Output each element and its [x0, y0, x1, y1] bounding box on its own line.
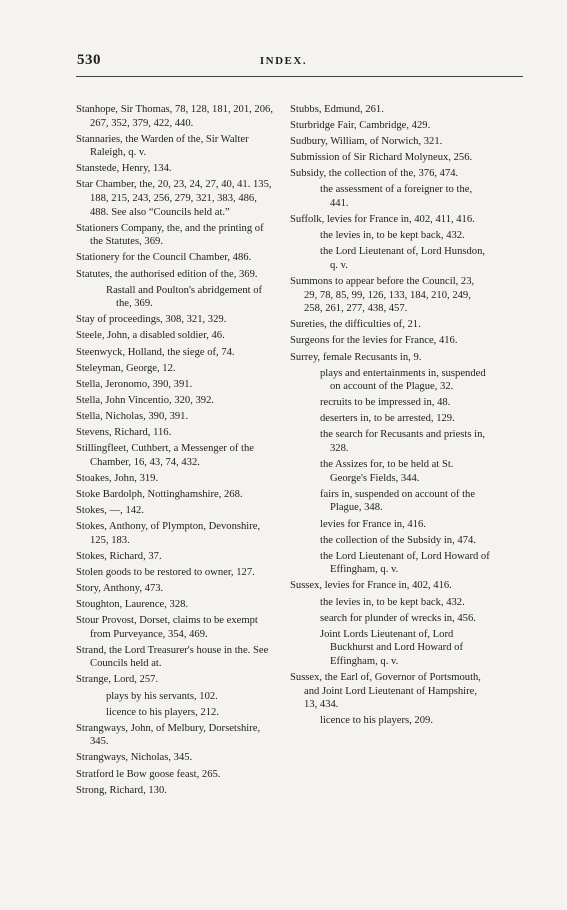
- index-entry: Suffolk, levies for France in, 402, 411, 416.: [290, 214, 475, 226]
- index-entry: Surrey, female Recusants in, 9.: [290, 351, 422, 363]
- index-subentry: the assessment of a foreigner to the, 441.: [320, 184, 473, 210]
- index-subentry: recruits to be impressed in, 48.: [320, 397, 451, 409]
- index-subentry: fairs in, suspended on account of the Plague, 348.: [320, 488, 476, 514]
- index-entry: Stokes, —, 142.: [76, 504, 144, 516]
- index-entry: Stoakes, John, 319.: [76, 472, 159, 484]
- index-entry: Sureties, the difficulties of, 21.: [290, 319, 421, 331]
- index-subentry: the collection of the Subsidy in, 474.: [320, 534, 476, 546]
- index-entry: Stella, Jeronomo, 390, 391.: [76, 378, 193, 390]
- index-entry: Stratford le Bow goose feast, 265.: [76, 768, 221, 780]
- index-entry: Sudbury, William, of Norwich, 321.: [290, 136, 443, 148]
- index-entry: Steleyman, George, 12.: [76, 362, 176, 374]
- index-entry: Stationers Company, the, and the printing of the Statutes, 369.: [76, 222, 264, 248]
- index-subentry: licence to his players, 212.: [106, 706, 219, 718]
- index-subentry: the Lord Lieutenant of, Lord Howard of Effingham, q. v.: [320, 550, 490, 576]
- index-entry: Stour Provost, Dorset, claims to be exempt from Purveyance, 354, 469.: [76, 615, 258, 640]
- index-entry: Stokes, Anthony, of Plympton, Devonshire, 125, 183.: [76, 521, 261, 546]
- index-entry: Stolen goods to be restored to owner, 127.: [76, 566, 255, 578]
- index-subentry: Joint Lords Lieutenant of, Lord Buckhurst and Lord Howard of Effingham, q. v.: [320, 628, 463, 667]
- index-subentry: the levies in, to be kept back, 432.: [320, 230, 465, 242]
- index-entry: Stoke Bardolph, Nottinghamshire, 268.: [76, 488, 243, 500]
- index-subentry: the Assizes for, to be held at St. George's Fields, 344.: [320, 459, 454, 484]
- index-subentry: the Lord Lieutenant of, Lord Hunsdon, q. v.: [320, 246, 486, 271]
- index-entry: Submission of Sir Richard Molyneux, 256.: [290, 152, 473, 164]
- index-subentry: deserters in, to be arrested, 129.: [320, 413, 455, 425]
- index-subentry: levies for France in, 416.: [320, 518, 426, 530]
- index-column-right: [290, 103, 490, 730]
- index-subentry: search for plunder of wrecks in, 456.: [320, 612, 476, 624]
- index-entry: Strange, Lord, 257.: [76, 674, 159, 686]
- index-entry: Surgeons for the levies for France, 416.: [290, 335, 458, 347]
- index-entry: Strong, Richard, 130.: [76, 784, 167, 796]
- index-entry: Stella, Nicholas, 390, 391.: [76, 410, 189, 422]
- index-entry: Story, Anthony, 473.: [76, 582, 164, 594]
- index-subentry: Rastall and Poulton's abridgement of the, 369.: [106, 284, 263, 310]
- index-subentry: licence to his players, 209.: [320, 715, 433, 727]
- index-entry: Steenwyck, Holland, the siege of, 74.: [76, 346, 235, 358]
- index-entry: Sussex, the Earl of, Governor of Portsmouth, and Joint Lord Lieutenant of Hampshire, 13, 434.: [290, 671, 481, 711]
- page-number: 530: [77, 52, 101, 68]
- index-entry: Subsidy, the collection of the, 376, 474.: [290, 168, 459, 180]
- index-entry: Statutes, the authorised edition of the, 369.: [76, 268, 258, 280]
- index-entry: Strangways, John, of Melbury, Dorsetshire, 345.: [76, 722, 261, 748]
- index-entry: Steele, John, a disabled soldier, 46.: [76, 330, 225, 342]
- index-entry: Stubbs, Edmund, 261.: [290, 104, 384, 115]
- index-entry: Stillingfleet, Cuthbert, a Messenger of the Chamber, 16, 43, 74, 432.: [76, 443, 254, 468]
- header-rule: [76, 76, 523, 77]
- index-entry: Stannaries, the Warden of the, Sir Walter Raleigh, q. v.: [76, 133, 249, 159]
- index-entry: Sussex, levies for France in, 402, 416.: [290, 580, 452, 592]
- index-entry: Stoughton, Laurence, 328.: [76, 599, 189, 610]
- index-entry: Stevens, Richard, 116.: [76, 426, 172, 438]
- index-subentry: the search for Recusants and priests in, 328.: [320, 429, 486, 455]
- index-entry: Stanhope, Sir Thomas, 78, 128, 181, 201, 206, 267, 352, 379, 422, 440.: [76, 104, 273, 129]
- index-entry: Summons to appear before the Council, 23, 29, 78, 85, 99, 126, 133, 184, 210, 249, 258, 261, 277, 438, 457.: [290, 276, 475, 315]
- page-title: INDEX.: [259, 55, 308, 67]
- index-entry: Stationery for the Council Chamber, 486.: [76, 252, 252, 264]
- index-entry: Stella, John Vincentio, 320, 392.: [76, 394, 215, 406]
- index-entry: Strangways, Nicholas, 345.: [76, 752, 193, 764]
- index-entry: Stokes, Richard, 37.: [76, 550, 162, 562]
- index-subentry: the levies in, to be kept back, 432.: [320, 596, 465, 608]
- index-entry: Strand, the Lord Treasurer's house in the. See Councils held at.: [76, 644, 269, 670]
- index-entry: Sturbridge Fair, Cambridge, 429.: [290, 120, 431, 132]
- index-entry: Stanstede, Henry, 134.: [76, 163, 172, 175]
- index-column-left: [76, 103, 276, 800]
- index-subentry: plays by his servants, 102.: [106, 690, 218, 702]
- index-entry: Stay of proceedings, 308, 321, 329.: [76, 314, 227, 326]
- index-entry: Star Chamber, the, 20, 23, 24, 27, 40, 41. 135, 188, 215, 243, 256, 279, 321, 383, 486, 488. See also “Councils held at.”: [76, 179, 272, 218]
- index-subentry: plays and entertainments in, suspended on account of the Plague, 32.: [320, 367, 486, 393]
